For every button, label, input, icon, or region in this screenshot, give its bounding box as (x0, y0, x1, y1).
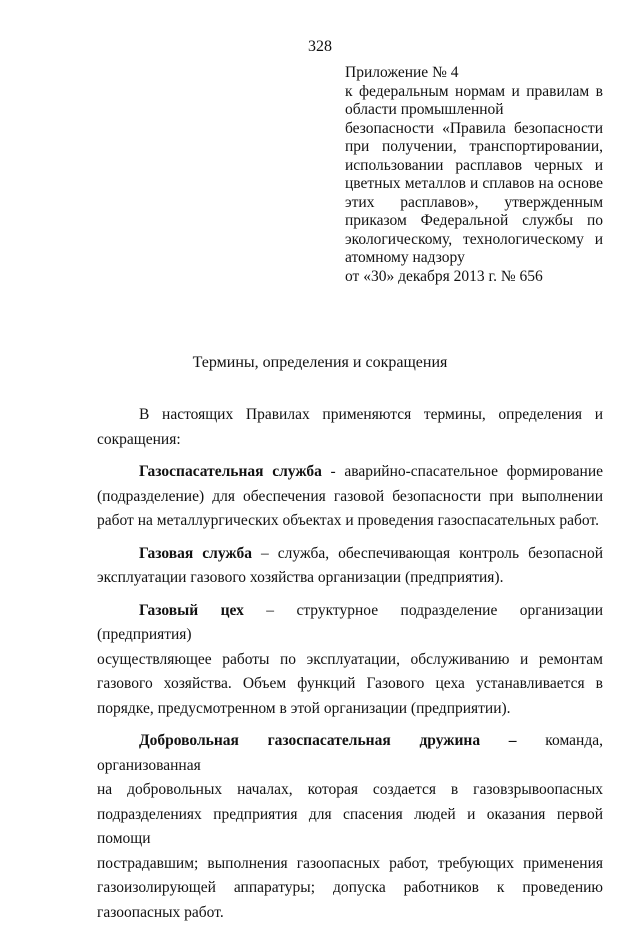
definition-text: – служба, обеспечивающая контроль безопасной (251, 544, 603, 562)
definition-line: газового хозяйства. Объем функций Газового цеха устанавливается в (97, 675, 603, 692)
definition-term: Газоспасательная служба (139, 463, 322, 480)
appendix-line: использовании расплавов черных и (345, 156, 603, 174)
definition-first-line (97, 729, 603, 778)
appendix-line: приказом Федеральной службы по (345, 212, 603, 229)
section-title: Термины, определения и сокращения (192, 354, 448, 371)
definition-term: Газовая служба (139, 544, 252, 562)
appendix-line: к федеральным нормам и правилам в (345, 82, 603, 100)
page-number: 328 (308, 38, 332, 55)
definition-term: Газовый цех (139, 601, 244, 619)
intro-line: сокращения: (97, 430, 181, 448)
definition-line: пострадавшим; выполнения газоопасных работ, требующих применения (97, 854, 603, 872)
definition-first-line (97, 599, 603, 648)
definition-line: осуществляющее работы по эксплуатации, обслуживанию и ремонтам (97, 650, 603, 668)
intro-paragraph (97, 403, 603, 452)
definition-gas-rescue-service (97, 460, 603, 534)
definition-line: порядке, предусмотренном в этой организации (предприятии). (97, 699, 511, 717)
intro-line: В настоящих Правилах применяются термины, определения и (139, 406, 603, 423)
appendix-line: от «30» декабря 2013 г. № 656 (345, 267, 543, 285)
definition-text: - аварийно-спасательное формирование (321, 463, 603, 480)
definition-first-line (97, 460, 603, 485)
definition-line: подразделениях предприятия для спасения людей и оказания первой помощи (97, 805, 603, 847)
definition-volunteer-squad (97, 729, 603, 925)
appendix-line: этих расплавов», утвержденным (345, 193, 603, 211)
appendix-line: атомному надзору (345, 249, 465, 266)
definition-line: газоизолирующей аппаратуры; допуска работников к проведению (97, 879, 603, 896)
definition-line: (подразделение) для обеспечения газовой безопасности при выполнении (97, 487, 603, 505)
appendix-line: Приложение № 4 (345, 64, 459, 81)
appendix-line: безопасности «Правила безопасности (345, 119, 603, 137)
definition-gas-shop (97, 599, 603, 722)
definition-text: – структурное подразделение организации (предприятия) (97, 601, 603, 643)
appendix-line: цветных металлов и сплавов на основе (345, 175, 603, 192)
appendix-header (345, 64, 603, 286)
document-body (97, 403, 603, 933)
definition-text: команда, организованная (97, 732, 603, 774)
definition-line: эксплуатации газового хозяйства организации (предприятия). (97, 569, 504, 586)
appendix-line: области промышленной (345, 101, 504, 118)
definition-line: на добровольных началах, которая создается в газовзрывоопасных (97, 781, 603, 798)
appendix-line: экологическому, технологическому и (345, 230, 603, 248)
definition-term: Добровольная газоспасательная дружина – (139, 732, 517, 749)
appendix-line: при получении, транспортировании, (345, 138, 603, 155)
definition-gas-service (97, 542, 603, 591)
definition-first-line (97, 542, 603, 567)
definition-line: работ на металлургических объектах и проведения газоспасательных работ. (97, 512, 599, 529)
definition-line: газоопасных работ. (97, 903, 224, 921)
